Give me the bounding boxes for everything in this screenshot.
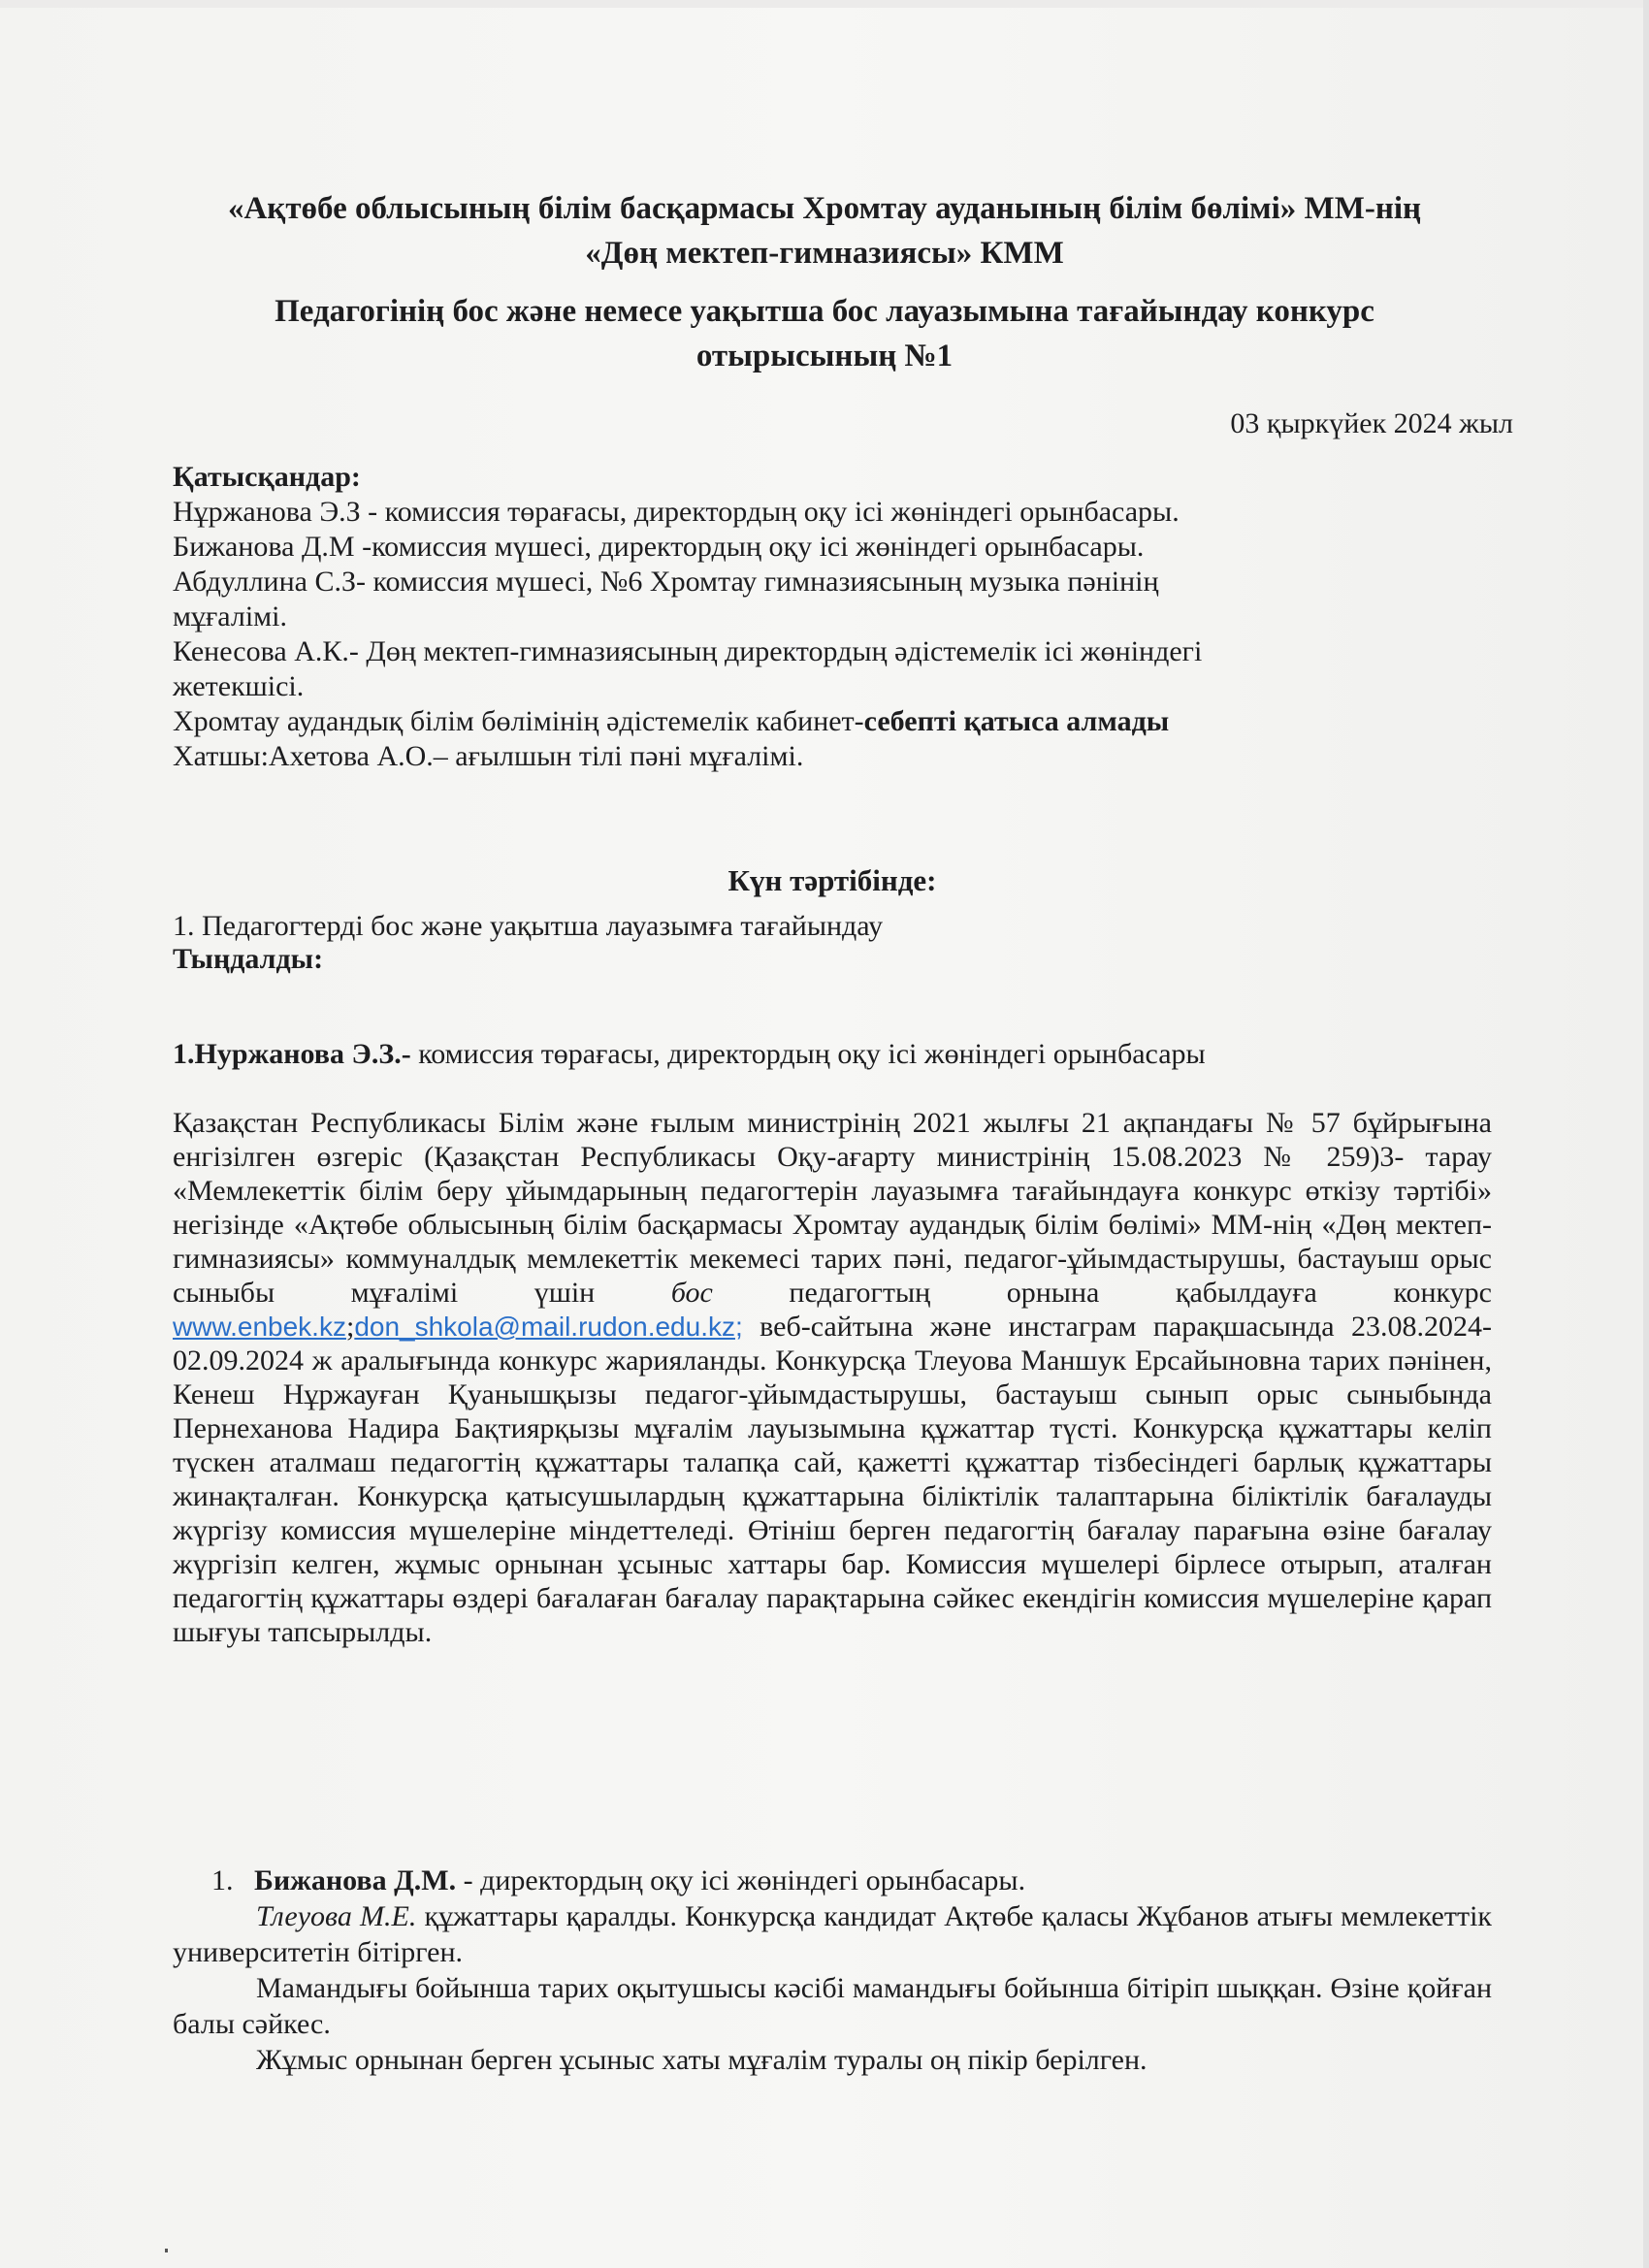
header-organization [155, 186, 1494, 275]
scan-speck [165, 2249, 168, 2252]
document-date: 03 қыркүйек 2024 жыл [1230, 407, 1513, 439]
participant-3: Абдуллина С.З- комиссия мүшесі, №6 Хромтау гимназиясының музыка пәнінің [173, 566, 1159, 598]
agenda-item-1: 1. Педагогтерді бос және уақытша лауазымға тағайындау [173, 910, 884, 942]
header-line-4: отырысының №1 [695, 339, 954, 373]
participant-1: Нұржанова Э.З - комиссия төрағасы, директордың оқу ісі жөніндегі орынбасары. [173, 496, 1180, 528]
participant-5-text: Хромтау аудандық білім бөлімінің әдістемелік кабинет- [173, 705, 864, 737]
header-protocol-title [155, 289, 1494, 378]
header-line-1: «Ақтөбе облысының білім басқармасы Хромтау ауданының білім бөлімі» ММ-нің [227, 191, 1422, 226]
main-text-1: Қазақстан Республикасы Білім және ғылым министрінің 2021 жылғы 21 ақпандағы № 57 бұйрығына енгізілген өзгеріс (Қазақстан Республикасы Оқу-ағарту министрінің 15.08.2023 № 259)3- тарау «Мемлекеттік білім беру ұйымдарының педагогтерін лауазымға тағайындауға конкурс өткізу тәртібі» негізінде «Ақтөбе облысының білім басқармасы Хромтау аудандық білім бөлімі» ММ-нің «Дөң мектеп-гимназиясы» коммуналдық мемлекеттік мекемесі тарих пәні, педагог-ұйымдастырушы, бастауыш орыс сыныбы мұғалімі үшін [173, 1107, 1492, 1309]
section-2-sentence-2: Мамандығы бойынша тарих оқытушысы кәсібі мамандығы бойынша бітіріп шыққан. Өзіне қойған балы сәйкес. [173, 1972, 1492, 2040]
participant-4-cont: жетекшісі. [173, 670, 305, 702]
secretary: Хатшы:Ахетова А.О.– ағылшын тілі пәні мұғалімі. [173, 740, 804, 772]
participants-section [173, 460, 1492, 774]
speaker-1 [173, 1037, 1492, 1072]
link-separator: ; [345, 1311, 355, 1343]
participant-5 [173, 704, 1492, 739]
section-2-name: Бижанова Д.М. [254, 1864, 457, 1896]
main-text-3: веб-сайтына және инстаграм парақшасында 23.08.2024-02.09.2024 ж аралығында конкурс жарияланды. Конкурсқа Тлеуова Маншук Ерсайыновна тарих пәнінен, Кенеш Нұржауған Қуанышқызы педагог-ұйымдастырушы, бастауыш сынып орыс сыныбында Пернеханова Надира Бақтиярқызы мұғалім лауызымына құжаттар түсті. Конкурсқа құжаттары келіп түскен аталмаш педагогтің құжаттары талапқа сай, қажетті құжаттар тізбесіндегі барлық құжаттары жинақталған. Конкурсқа қатысушылардың құжаттарына біліктілік талаптарына біліктілік бағалауды жүргізу комиссия мүшелеріне міндеттеледі. Өтініш берген педагогтің бағалау парағына өзіне бағалау жүргізіп келген, жұмыс орнынан ұсыныс хаттары бар. Комиссия мүшелері бірлесе отырып, аталған педагогтің құжаттары өздері бағалаған бағалау парақтарына сәйкес екендігін комиссия мүшелеріне қарап шығуы тапсырылды. [173, 1311, 1492, 1648]
main-text-italic: бос [670, 1277, 713, 1309]
scan-top-edge [0, 0, 1649, 8]
header-line-3: Педагогінің бос және немесе уақытша бос лауазымына тағайындау конкурс [275, 294, 1374, 329]
enbek-link[interactable]: www.enbek.kz [173, 1312, 346, 1342]
link-separator-2: ; [734, 1312, 743, 1342]
participant-2: Бижанова Д.М -комиссия мүшесі, директордың оқу ісі жөніндегі орынбасары. [173, 531, 1145, 563]
header-line-2: «Дөң мектеп-гимназиясы» КММ [585, 236, 1064, 271]
listened-heading: Тыңдалды: [173, 943, 324, 975]
section-2-sentence-1: құжаттары қаралды. Конкурсқа кандидат Ақтөбе қаласы Жұбанов атығы мемлекеттік университетін бітірген. [173, 1900, 1492, 1968]
section-2 [173, 1863, 1492, 2078]
speaker-1-role: комиссия төрағасы, директордың оқу ісі жөніндегі орынбасары [410, 1038, 1206, 1070]
scan-right-edge [1643, 0, 1649, 2268]
agenda-title: Күн тәртібінде: [728, 863, 937, 897]
section-2-sentence-3: Жұмыс орнынан берген ұсыныс хаты мұғалім туралы оң пікір берілген. [256, 2044, 1148, 2076]
section-2-role: - директордың оқу ісі жөніндегі орынбасары. [456, 1864, 1026, 1896]
speaker-1-name: 1.Нуржанова Э.З.- [173, 1038, 411, 1070]
participant-5-absent: себепті қатыса алмады [863, 705, 1170, 737]
main-text-2: педагогтың орнына қабылдауға конкурс [712, 1277, 1492, 1309]
candidate-name: Тлеуова М.Е. [256, 1900, 417, 1932]
participant-4: Кенесова А.К.- Дөң мектеп-гимназиясының директордың әдістемелік ісі жөніндегі [173, 635, 1203, 667]
participants-title: Қатысқандар: [173, 461, 361, 493]
school-email-link[interactable]: don_shkola@mail.rudon.edu.kz [354, 1312, 735, 1342]
participant-3-cont: мұғалімі. [173, 600, 287, 632]
main-paragraph [173, 1106, 1492, 1649]
section-2-number: 1. [211, 1864, 234, 1896]
